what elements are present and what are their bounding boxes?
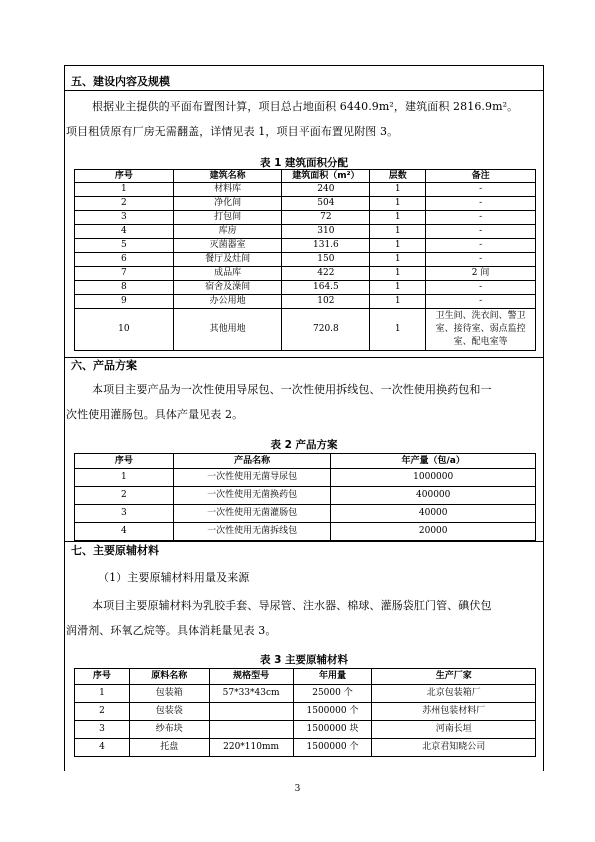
table-cell: 一次性使用无菌拆线包: [173, 523, 331, 541]
table-cell: 卫生间、洗衣间、警卫室、接待室、弱点监控室、配电室等: [426, 309, 536, 351]
table-row: [75, 469, 536, 487]
table-row: [75, 487, 536, 505]
section6-paragraph-line2: 次性使用灌肠包。具体产量见表 2。: [66, 408, 244, 421]
table-cell: 包装箱: [129, 685, 209, 703]
table1-header: 建筑名称: [173, 170, 282, 183]
table-cell: 504: [282, 197, 370, 211]
table-cell: 2: [75, 703, 130, 721]
table-cell: 北京包装箱厂: [372, 685, 536, 703]
table-cell: 40000: [331, 505, 536, 523]
section-heading-7: 七、主要原辅材料: [71, 544, 159, 557]
table-cell: 310: [282, 225, 370, 239]
section-heading-6: 六、产品方案: [71, 359, 137, 372]
table-cell: 餐厅及灶间: [173, 253, 282, 267]
table3-header: 原料名称: [129, 669, 209, 685]
table-cell: -: [426, 225, 536, 239]
table-row: [75, 685, 536, 703]
table-cell: 1500000 个: [293, 703, 372, 721]
table-cell: 1500000 块: [293, 721, 372, 739]
section5-paragraph-line1: 根据业主提供的平面布置图计算，项目总占地面积 6440.9m²，建筑面积 2816.9m²。: [92, 100, 519, 113]
table-cell: 1: [75, 183, 174, 197]
table-cell: -: [426, 239, 536, 253]
table-row: [75, 211, 536, 225]
table-cell: 8: [75, 281, 174, 295]
table-cell: 4: [75, 523, 174, 541]
section-heading-5: 五、建设内容及规模: [71, 75, 170, 88]
building-area-table: [74, 169, 536, 351]
table1-caption: 表 1 建筑面积分配: [259, 157, 349, 169]
table-cell: 1000000: [331, 469, 536, 487]
table-row: [75, 295, 536, 309]
raw-materials-table: [74, 668, 536, 757]
table-cell: 2: [75, 197, 174, 211]
table-cell: 10: [75, 309, 174, 351]
table-cell: 150: [282, 253, 370, 267]
divider: [64, 90, 544, 91]
table1-header: 层数: [370, 170, 426, 183]
table-cell: 1: [370, 183, 426, 197]
table-cell: -: [426, 281, 536, 295]
table-row: [75, 703, 536, 721]
table-cell: 4: [75, 225, 174, 239]
table-row: [75, 239, 536, 253]
table-row: [75, 739, 536, 757]
table-cell: 1: [370, 253, 426, 267]
table-row: [75, 505, 536, 523]
table3-header: 序号: [75, 669, 130, 685]
table2-caption: 表 2 产品方案: [270, 439, 338, 451]
table1-header: 备注: [426, 170, 536, 183]
table-cell: 240: [282, 183, 370, 197]
table3-header: 规格型号: [209, 669, 293, 685]
table-cell: 净化间: [173, 197, 282, 211]
table-cell: 6: [75, 253, 174, 267]
table-cell: -: [426, 183, 536, 197]
table-cell: 57*33*43cm: [209, 685, 293, 703]
table-cell: 一次性使用无菌换药包: [173, 487, 331, 505]
section6-paragraph-line1: 本项目主要产品为一次性使用导尿包、一次性使用拆线包、一次性使用换药包和一: [92, 383, 492, 396]
table-cell: [209, 703, 293, 721]
table-row: [75, 183, 536, 197]
table-row: [75, 721, 536, 739]
table-cell: -: [426, 253, 536, 267]
table-cell: 2: [75, 487, 174, 505]
table-cell: 5: [75, 239, 174, 253]
table-cell: 北京君知晓公司: [372, 739, 536, 757]
table-cell: 9: [75, 295, 174, 309]
table3-caption: 表 3 主要原辅材料: [259, 654, 349, 666]
table2-header: 产品名称: [173, 454, 331, 469]
table-row: [75, 253, 536, 267]
page-number: 3: [294, 784, 301, 794]
product-plan-table: [74, 453, 536, 541]
table-cell: 7: [75, 267, 174, 281]
table-cell: 1: [370, 211, 426, 225]
table1-header: 建筑面积（m²）: [282, 170, 370, 183]
table-cell: 1: [75, 685, 130, 703]
table-cell: 灭菌器室: [173, 239, 282, 253]
section7-paragraph-line1: 本项目主要原辅材料为乳胶手套、导尿管、注水器、棉球、灌肠袋肛门管、碘伏包: [92, 599, 492, 612]
table-row: [75, 523, 536, 541]
table-cell: [209, 721, 293, 739]
table-cell: 3: [75, 211, 174, 225]
table3-header: 年用量: [293, 669, 372, 685]
table-row: [75, 197, 536, 211]
table-cell: -: [426, 295, 536, 309]
table-cell: 1: [370, 239, 426, 253]
table-cell: 成品库: [173, 267, 282, 281]
table-cell: 3: [75, 505, 174, 523]
table-cell: 1: [75, 469, 174, 487]
section7-paragraph-line2: 润滑剂、环氧乙烷等。具体消耗量见表 3。: [66, 624, 277, 637]
table-cell: 422: [282, 267, 370, 281]
table-cell: 河南长垣: [372, 721, 536, 739]
table-cell: 131.6: [282, 239, 370, 253]
table-cell: 1: [370, 295, 426, 309]
table-cell: 1: [370, 281, 426, 295]
table1-header: 序号: [75, 170, 174, 183]
table-cell: 宿舍及澡间: [173, 281, 282, 295]
table-cell: 3: [75, 721, 130, 739]
table3-header: 生产厂家: [372, 669, 536, 685]
table-cell: 164.5: [282, 281, 370, 295]
table-cell: 托盘: [129, 739, 209, 757]
table2-header: 序号: [75, 454, 174, 469]
table-cell: 办公用地: [173, 295, 282, 309]
table-cell: 材料库: [173, 183, 282, 197]
table-cell: 400000: [331, 487, 536, 505]
table-cell: 25000 个: [293, 685, 372, 703]
table-cell: 102: [282, 295, 370, 309]
table-cell: 其他用地: [173, 309, 282, 351]
table-cell: 1: [370, 197, 426, 211]
table-cell: 1500000 个: [293, 739, 372, 757]
table-cell: 一次性使用无菌灌肠包: [173, 505, 331, 523]
section5-paragraph-line2: 项目租赁原有厂房无需翻盖，详情见表 1，项目平面布置见附图 3。: [66, 125, 399, 138]
section7-subheading: （1）主要原辅材料用量及来源: [98, 571, 250, 584]
table-cell: 220*110mm: [209, 739, 293, 757]
table-cell: 纱布块: [129, 721, 209, 739]
table-cell: 720.8: [282, 309, 370, 351]
table-cell: 包装袋: [129, 703, 209, 721]
table2-header: 年产量（包/a）: [331, 454, 536, 469]
table-cell: 72: [282, 211, 370, 225]
table-cell: 4: [75, 739, 130, 757]
table-cell: 1: [370, 225, 426, 239]
table-cell: 2 间: [426, 267, 536, 281]
table-cell: 1: [370, 309, 426, 351]
table-cell: 20000: [331, 523, 536, 541]
table-cell: -: [426, 197, 536, 211]
table-cell: 一次性使用无菌导尿包: [173, 469, 331, 487]
table-cell: 打包间: [173, 211, 282, 225]
table-row: [75, 309, 536, 351]
table-cell: 1: [370, 267, 426, 281]
table-cell: 苏州包装材料厂: [372, 703, 536, 721]
table-row: [75, 267, 536, 281]
table-cell: -: [426, 211, 536, 225]
table-row: [75, 225, 536, 239]
table-cell: 库房: [173, 225, 282, 239]
table-row: [75, 281, 536, 295]
